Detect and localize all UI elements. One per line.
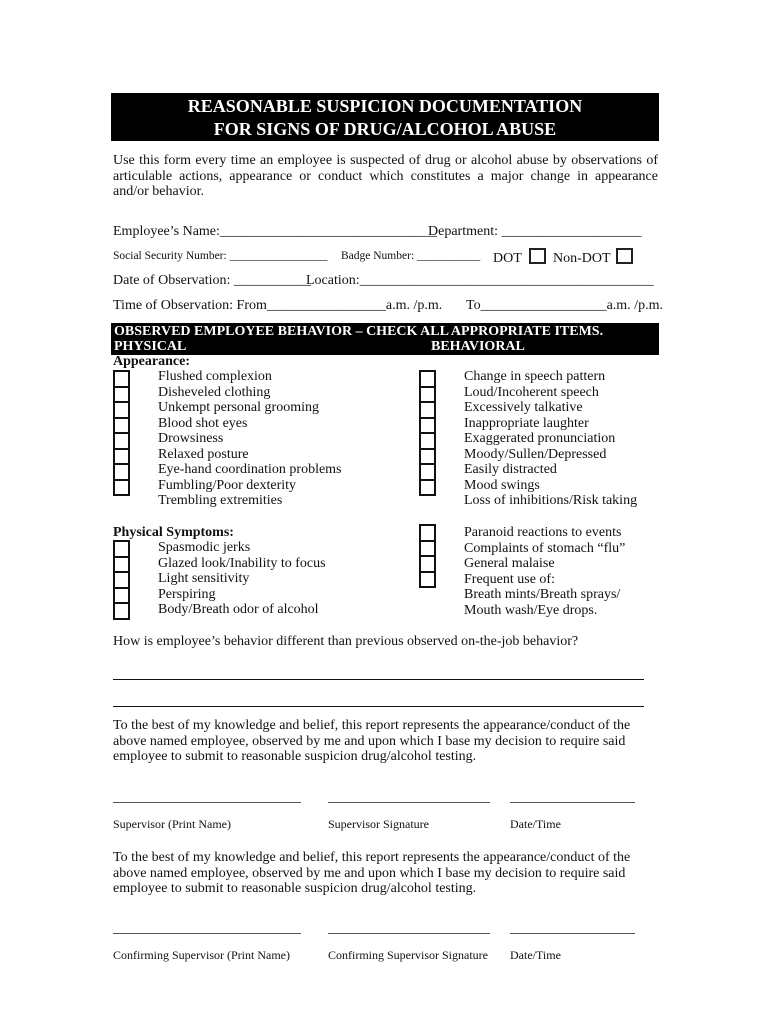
intro-text: Use this form every time an employee is suspected of drug or alcohol abuse by observations of articulable actions, appearance or conduct which constitutes a major change in appearance and/or behavior. bbox=[113, 153, 658, 199]
checkbox[interactable] bbox=[115, 434, 128, 450]
list-item: Relaxed posture bbox=[158, 446, 249, 462]
appearance-checkboxes[interactable] bbox=[113, 370, 130, 496]
list-item: Light sensitivity bbox=[158, 571, 250, 586]
checkbox[interactable] bbox=[115, 558, 128, 574]
observed-behavior-header bbox=[111, 323, 659, 355]
list-item: Excessively talkative bbox=[464, 400, 583, 415]
list-item: Moody/Sullen/Depressed bbox=[464, 446, 607, 462]
checkbox[interactable] bbox=[421, 573, 434, 589]
list-item: Mouth wash/Eye drops. bbox=[464, 602, 598, 618]
confirming-signature-line[interactable] bbox=[328, 933, 490, 934]
behavioral-2-list bbox=[464, 525, 625, 618]
list-item: Inappropriate laughter bbox=[464, 415, 589, 431]
list-item: Blood shot eyes bbox=[158, 415, 248, 431]
time-from-field[interactable]: Time of Observation: From_________________a.m. /p.m. bbox=[113, 298, 443, 313]
list-item: Change in speech pattern bbox=[464, 369, 606, 384]
list-item: Paranoid reactions to events bbox=[464, 525, 622, 540]
checkbox[interactable] bbox=[115, 481, 128, 497]
behavior-difference-question: How is employee’s behavior different than previous observed on-the-job behavior? bbox=[113, 634, 579, 649]
list-item: Unkempt personal grooming bbox=[158, 400, 319, 415]
checkbox[interactable] bbox=[421, 419, 434, 435]
supervisor-date-line[interactable] bbox=[510, 802, 635, 803]
list-item: Disheveled clothing bbox=[158, 384, 271, 400]
non-dot-label: Non-DOT bbox=[553, 251, 611, 266]
checkbox[interactable] bbox=[421, 557, 434, 573]
badge-number-field[interactable]: Badge Number: ___________ bbox=[341, 250, 481, 262]
list-item: Eye-hand coordination problems bbox=[158, 462, 342, 477]
employee-name-field[interactable]: Employee’s Name:_______________________________ bbox=[113, 224, 437, 239]
checkbox[interactable] bbox=[115, 388, 128, 404]
list-item: Complaints of stomach “flu” bbox=[464, 540, 626, 556]
section-header-text: OBSERVED EMPLOYEE BEHAVIOR – CHECK ALL APPROPRIATE ITEMS. bbox=[114, 324, 604, 339]
checkbox[interactable] bbox=[421, 434, 434, 450]
supervisor-print-name-label: Supervisor (Print Name) bbox=[113, 817, 231, 831]
supervisor-signature-line[interactable] bbox=[328, 802, 490, 803]
time-to-field[interactable]: To__________________a.m. /p.m. bbox=[466, 298, 663, 313]
ssn-field[interactable]: Social Security Number: _________________ bbox=[113, 250, 328, 262]
certification-statement-1: To the best of my knowledge and belief, this report represents the appearance/conduct of the above named employee, observed by me and upon which I base my decision to require said employee to submit to reasonable suspicion drug/alcohol testing. bbox=[113, 718, 631, 764]
checkbox[interactable] bbox=[115, 465, 128, 481]
form-title bbox=[111, 93, 659, 141]
list-item: Body/Breath odor of alcohol bbox=[158, 602, 319, 617]
form-title-line1: REASONABLE SUSPICION DOCUMENTATION bbox=[187, 96, 583, 116]
certification-statement-2: To the best of my knowledge and belief, this report represents the appearance/conduct of the above named employee, observed by me and upon which I base my decision to require said employee to submit to reasonable suspicion drug/alcohol testing. bbox=[113, 850, 631, 896]
checkbox[interactable] bbox=[115, 403, 128, 419]
list-item: Easily distracted bbox=[464, 462, 557, 477]
checkbox[interactable] bbox=[115, 419, 128, 435]
physical-symptoms-checkboxes[interactable] bbox=[113, 540, 130, 620]
confirming-print-name-line[interactable] bbox=[113, 933, 301, 934]
dot-checkbox[interactable] bbox=[529, 248, 546, 264]
list-item: Breath mints/Breath sprays/ bbox=[464, 587, 621, 602]
checkbox[interactable] bbox=[421, 481, 434, 497]
non-dot-checkbox[interactable] bbox=[616, 248, 633, 264]
behavioral-column-label: BEHAVIORAL bbox=[431, 339, 525, 354]
list-item: Drowsiness bbox=[158, 431, 224, 446]
list-item: Loss of inhibitions/Risk taking bbox=[464, 493, 638, 508]
list-item: Flushed complexion bbox=[158, 369, 272, 384]
checkbox[interactable] bbox=[421, 526, 434, 542]
list-item: Trembling extremities bbox=[158, 493, 283, 508]
appearance-list bbox=[158, 369, 342, 509]
checkbox[interactable] bbox=[421, 450, 434, 466]
supervisor-signature-label: Supervisor Signature bbox=[328, 817, 429, 831]
checkbox[interactable] bbox=[421, 372, 434, 388]
list-item: Exaggerated pronunciation bbox=[464, 431, 616, 446]
answer-line-1[interactable] bbox=[113, 679, 644, 680]
appearance-heading: Appearance: bbox=[113, 354, 190, 369]
checkbox[interactable] bbox=[421, 403, 434, 419]
location-field[interactable]: Location:__________________________________________ bbox=[306, 273, 654, 288]
list-item: Frequent use of: bbox=[464, 571, 555, 587]
checkbox[interactable] bbox=[115, 372, 128, 388]
checkbox[interactable] bbox=[421, 388, 434, 404]
behavioral-list bbox=[464, 369, 637, 509]
department-field[interactable]: Department: ____________________ bbox=[428, 224, 642, 239]
physical-column-label: PHYSICAL bbox=[114, 339, 187, 354]
non-dot-option[interactable] bbox=[553, 248, 633, 267]
list-item: Spasmodic jerks bbox=[158, 540, 251, 555]
checkbox[interactable] bbox=[115, 604, 128, 620]
list-item: General malaise bbox=[464, 556, 555, 571]
checkbox[interactable] bbox=[421, 465, 434, 481]
list-item: Glazed look/Inability to focus bbox=[158, 555, 326, 571]
checkbox[interactable] bbox=[115, 450, 128, 466]
list-item: Perspiring bbox=[158, 586, 216, 602]
checkbox[interactable] bbox=[115, 542, 128, 558]
confirming-date-label: Date/Time bbox=[510, 948, 561, 962]
form-title-line2: FOR SIGNS OF DRUG/ALCOHOL ABUSE bbox=[213, 119, 557, 139]
list-item: Mood swings bbox=[464, 477, 540, 493]
checkbox[interactable] bbox=[115, 573, 128, 589]
confirming-print-name-label: Confirming Supervisor (Print Name) bbox=[113, 948, 290, 962]
dot-option[interactable] bbox=[493, 248, 546, 267]
behavioral-checkboxes[interactable] bbox=[419, 370, 436, 496]
confirming-date-line[interactable] bbox=[510, 933, 635, 934]
behavioral-2-checkboxes[interactable] bbox=[419, 524, 436, 588]
confirming-signature-label: Confirming Supervisor Signature bbox=[328, 948, 488, 962]
supervisor-date-label: Date/Time bbox=[510, 817, 561, 831]
physical-symptoms-list bbox=[158, 540, 326, 618]
supervisor-print-name-line[interactable] bbox=[113, 802, 301, 803]
physical-symptoms-heading: Physical Symptoms: bbox=[113, 525, 234, 540]
checkbox[interactable] bbox=[421, 542, 434, 558]
date-of-observation-field[interactable]: Date of Observation: ___________ bbox=[113, 273, 311, 288]
checkbox[interactable] bbox=[115, 589, 128, 605]
list-item: Loud/Incoherent speech bbox=[464, 384, 599, 400]
answer-line-2[interactable] bbox=[113, 706, 644, 707]
dot-label: DOT bbox=[493, 251, 522, 266]
list-item: Fumbling/Poor dexterity bbox=[158, 477, 297, 493]
